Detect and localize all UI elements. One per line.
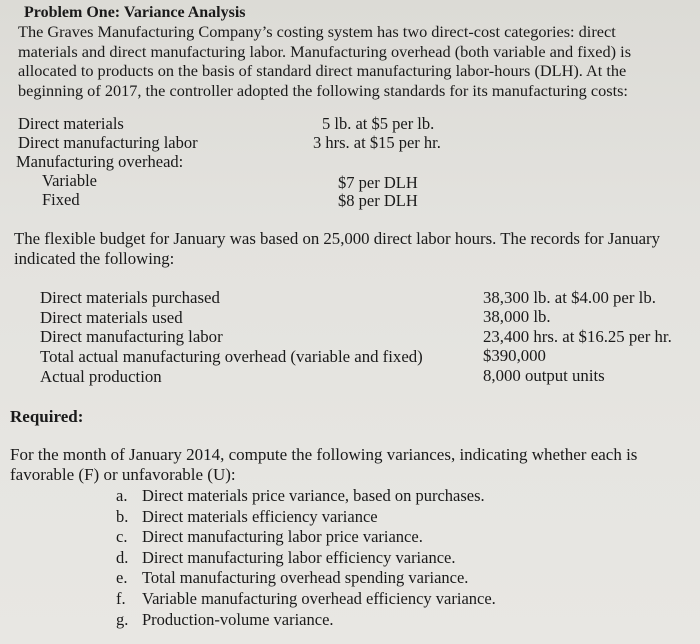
instruction-line: favorable (F) or unfavorable (U): (10, 465, 236, 484)
record-value: 23,400 hrs. at $16.25 per hr. (483, 327, 672, 346)
std-direct-materials-label: Direct materials (18, 114, 124, 133)
list-text: Direct materials price variance, based on purchases. (142, 486, 485, 505)
std-variable-value: $7 per DLH (338, 173, 418, 192)
variance-list (116, 486, 496, 630)
record-value: 8,000 output units (483, 366, 605, 385)
record-value: 38,300 lb. at $4.00 per lb. (483, 288, 656, 307)
record-label: Actual production (40, 367, 162, 386)
list-letter: f. (116, 588, 126, 608)
list-text: Production-volume variance. (142, 609, 334, 629)
list-text: Variable manufacturing overhead efficiency variance. (142, 588, 496, 608)
std-direct-materials-value: 5 lb. at $5 per lb. (322, 114, 435, 133)
record-label: Total actual manufacturing overhead (variable and fixed) (40, 347, 423, 366)
record-label: Direct manufacturing labor (40, 327, 223, 346)
list-letter: a. (116, 486, 128, 505)
intro-line: allocated to products on the basis of standard direct manufacturing labor-hours (DLH). At the (18, 61, 627, 80)
list-letter: c. (116, 527, 128, 547)
intro-paragraph (18, 22, 690, 100)
list-item (116, 568, 496, 589)
std-variable-label: Variable (42, 171, 97, 190)
required-heading: Required: (10, 407, 84, 426)
list-item (116, 486, 496, 507)
flexible-budget-line: indicated the following: (14, 249, 175, 268)
list-letter: g. (116, 609, 129, 629)
intro-line: The Graves Manufacturing Company’s costing system has two direct-cost categories: direct (18, 22, 616, 41)
list-letter: e. (116, 568, 128, 588)
std-direct-labor-label: Direct manufacturing labor (18, 133, 198, 152)
list-item (116, 527, 496, 548)
std-fixed-label: Fixed (42, 190, 80, 209)
std-overhead-heading: Manufacturing overhead: (16, 152, 184, 171)
record-value: $390,000 (483, 346, 546, 365)
list-item (116, 507, 496, 528)
record-label: Direct materials used (40, 308, 183, 327)
std-fixed-value: $8 per DLH (338, 191, 418, 210)
std-direct-labor-value: 3 hrs. at $15 per hr. (313, 133, 441, 152)
list-text: Direct materials efficiency variance (142, 506, 378, 526)
record-label: Direct materials purchased (40, 288, 220, 307)
list-text: Direct manufacturing labor price variance. (142, 527, 423, 547)
list-item (116, 610, 496, 631)
list-text: Direct manufacturing labor efficiency variance. (142, 547, 456, 567)
list-item (116, 589, 496, 610)
required-instructions (10, 445, 637, 485)
list-text: Total manufacturing overhead spending variance. (142, 568, 469, 588)
instruction-line: For the month of January 2014, compute the following variances, indicating whether each is (10, 445, 638, 464)
intro-line: beginning of 2017, the controller adopted the following standards for its manufacturing costs: (18, 80, 628, 100)
problem-title: Problem One: Variance Analysis (24, 4, 246, 21)
list-item (116, 548, 496, 569)
flexible-budget-line: The flexible budget for January was based on 25,000 direct labor hours. The records for January (14, 229, 661, 248)
list-letter: b. (116, 506, 129, 526)
list-letter: d. (116, 547, 129, 567)
intro-line: materials and direct manufacturing labor. Manufacturing overhead (both variable and fixed) is (18, 41, 632, 61)
record-value: 38,000 lb. (483, 307, 551, 326)
